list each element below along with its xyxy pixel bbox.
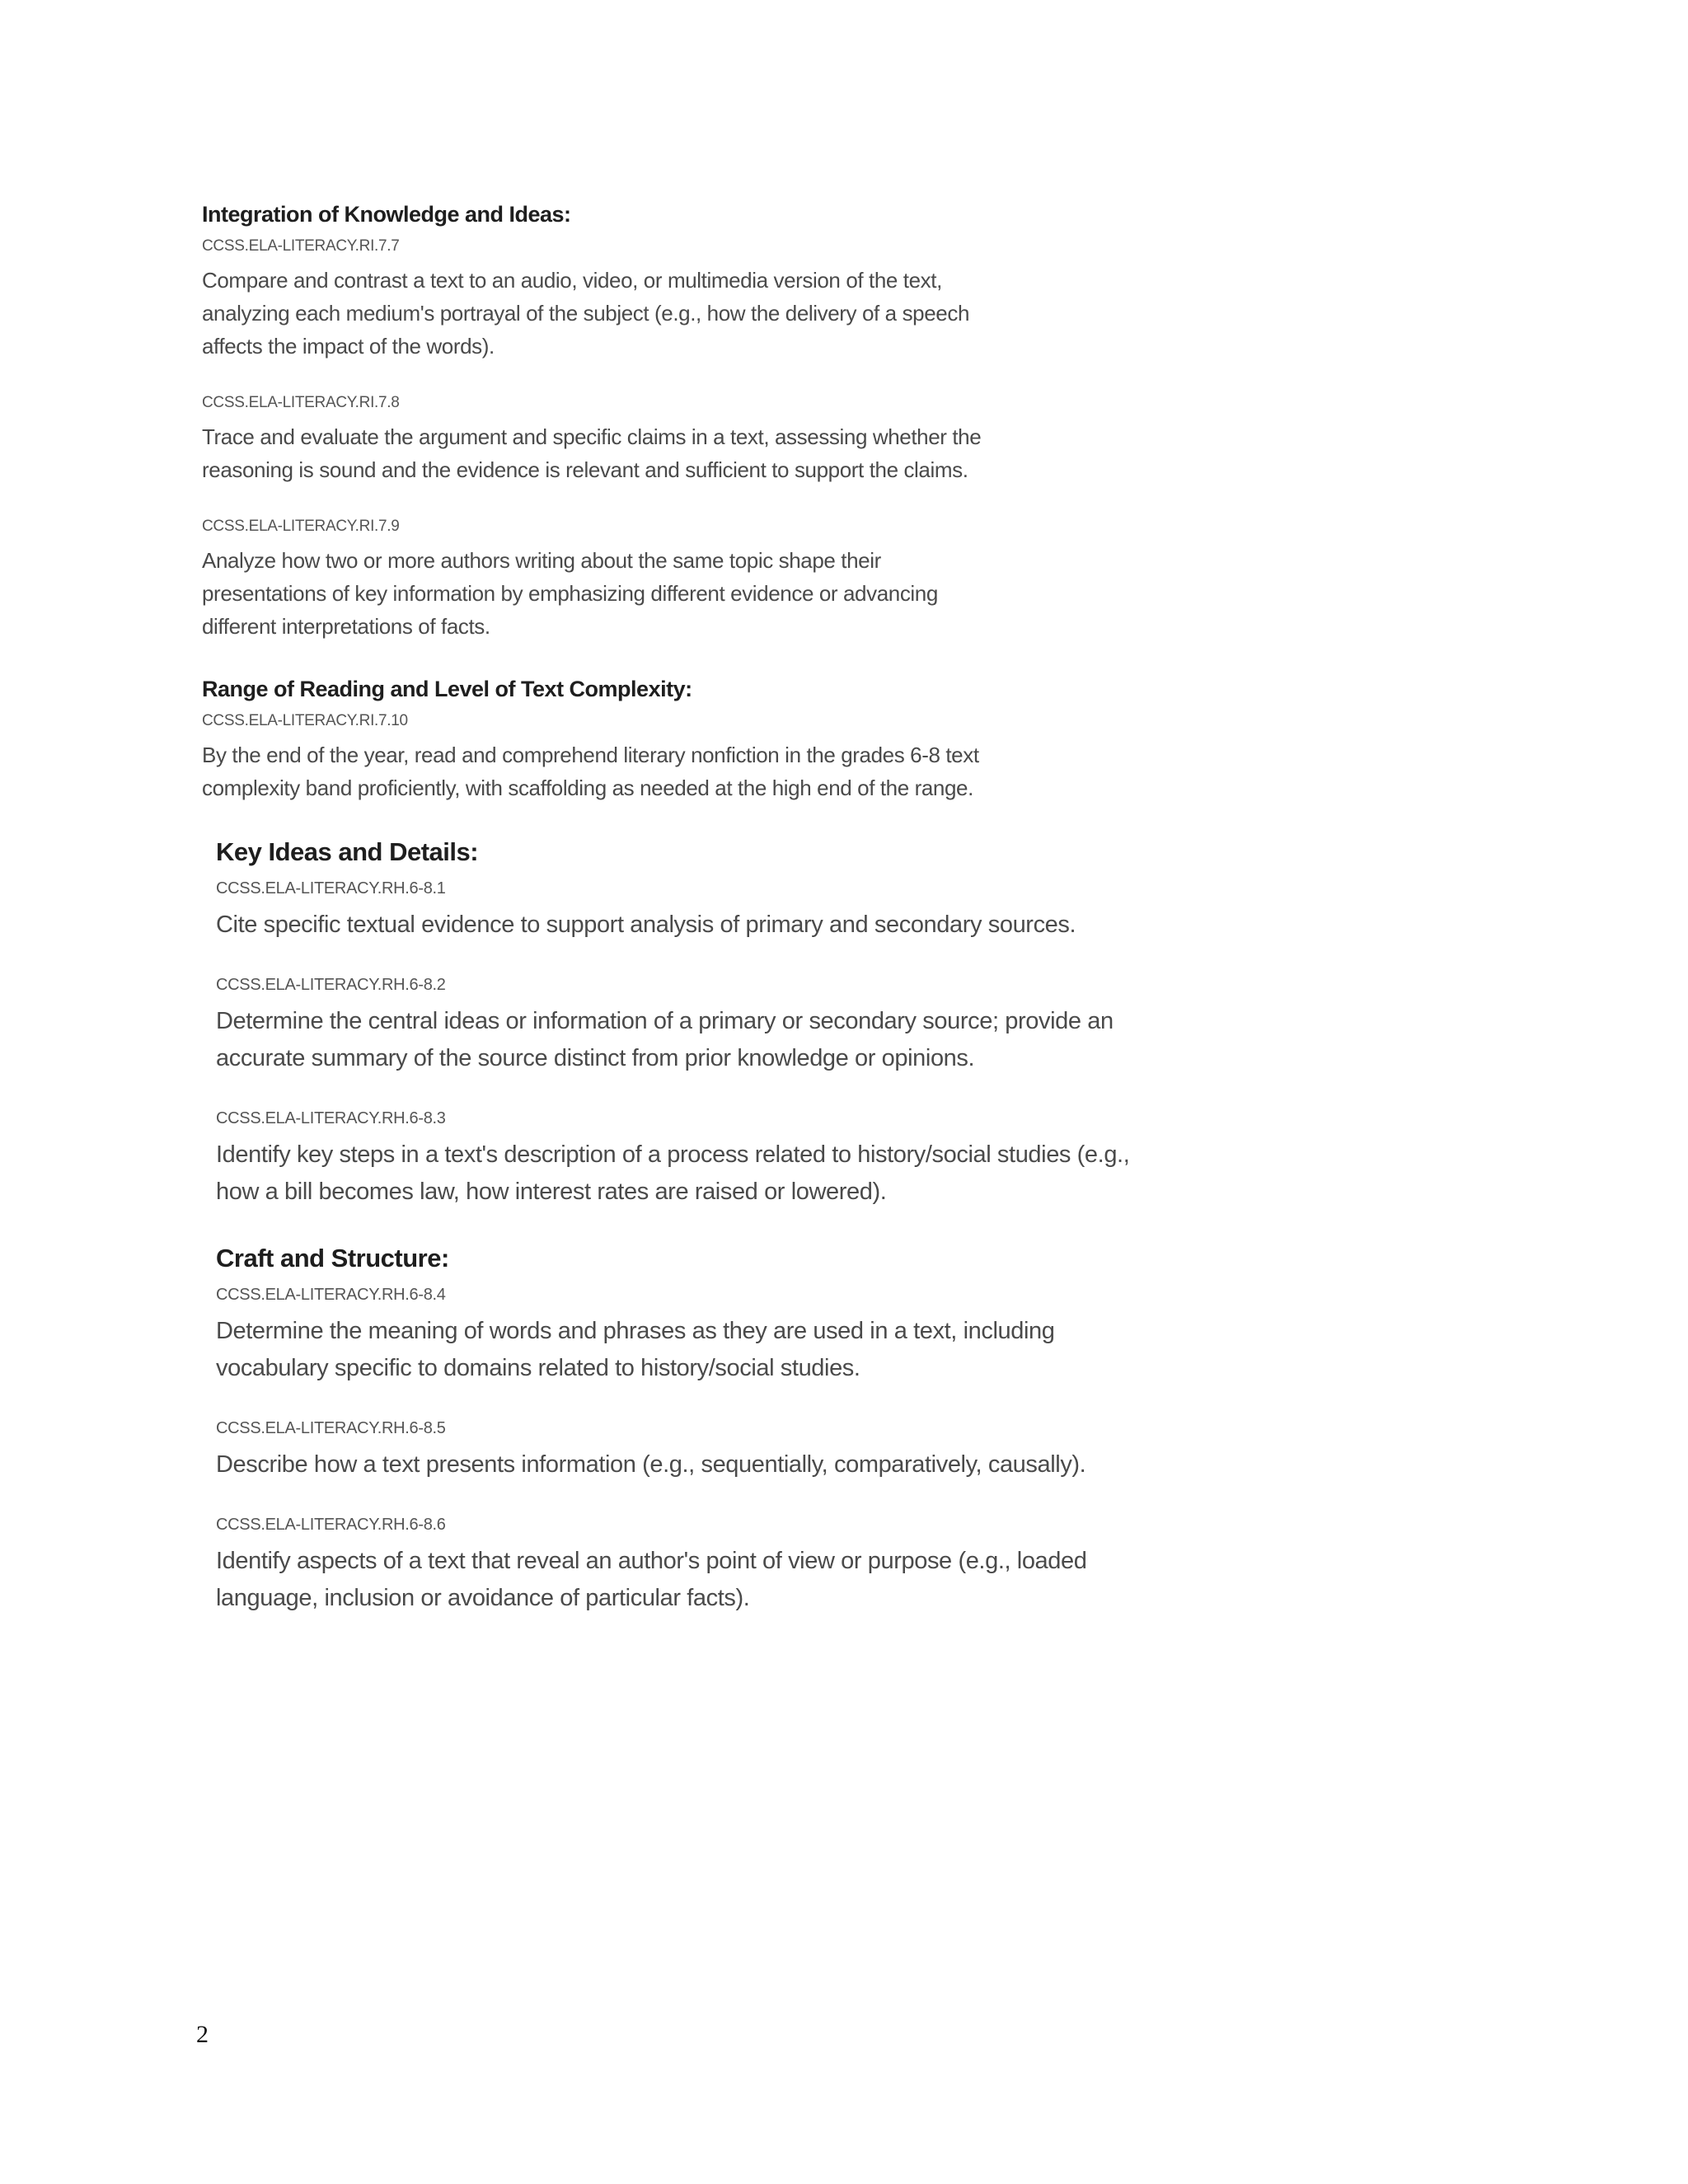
standard-item xyxy=(202,709,1076,804)
standard-description-line: Determine the meaning of words and phrases as they are used in a text, including xyxy=(216,1318,1055,1344)
standard-item xyxy=(216,972,1172,1077)
standard-code: CCSS.ELA-LITERACY.RI.7.9 xyxy=(202,518,400,535)
standard-description-line: accurate summary of the source distinct from prior knowledge or opinions. xyxy=(216,1045,975,1071)
standard-item xyxy=(216,1415,1172,1483)
standard-description-line: Cite specific textual evidence to support analysis of primary and secondary sources. xyxy=(216,912,1076,938)
standard-description-line: Analyze how two or more authors writing about the same topic shape their xyxy=(202,548,881,573)
section-heading: Craft and Structure: xyxy=(216,1244,449,1272)
standard-code: CCSS.ELA-LITERACY.RI.7.7 xyxy=(202,237,400,255)
standard-description-line: vocabulary specific to domains related to history/social studies. xyxy=(216,1355,860,1381)
standard-description-line: Compare and contrast a text to an audio, video, or multimedia version of the text, xyxy=(202,268,942,293)
standard-code: CCSS.ELA-LITERACY.RH.6-8.3 xyxy=(216,1109,446,1127)
standard-description-line: affects the impact of the words). xyxy=(202,334,495,359)
standard-code: CCSS.ELA-LITERACY.RH.6-8.1 xyxy=(216,879,446,898)
standard-code: CCSS.ELA-LITERACY.RH.6-8.6 xyxy=(216,1516,446,1534)
standard-description-line: reasoning is sound and the evidence is relevant and sufficient to support the claims. xyxy=(202,457,968,482)
standard-code: CCSS.ELA-LITERACY.RI.7.8 xyxy=(202,394,400,411)
standard-description-line: how a bill becomes law, how interest rates are raised or lowered). xyxy=(216,1179,887,1205)
standards-section xyxy=(216,832,1172,1211)
standard-item xyxy=(202,514,1076,643)
standard-description-line: Describe how a text presents information (e.g., sequentially, comparatively, causally). xyxy=(216,1451,1086,1478)
standards-block-rh xyxy=(216,832,1172,1645)
standard-code: CCSS.ELA-LITERACY.RH.6-8.2 xyxy=(216,976,446,994)
page-number: 2 xyxy=(196,2021,209,2048)
standard-description-line: complexity band proficiently, with scaffolding as needed at the high end of the range. xyxy=(202,776,973,800)
standard-description-line: Identify aspects of a text that reveal an author's point of view or purpose (e.g., loaded xyxy=(216,1548,1087,1574)
standards-section xyxy=(202,196,1076,643)
standards-block-ri xyxy=(202,196,1076,832)
standard-description-line: presentations of key information by emphasizing different evidence or advancing xyxy=(202,581,938,606)
standard-description-line: Determine the central ideas or information of a primary or secondary source; provide an xyxy=(216,1008,1114,1034)
standard-description-line: different interpretations of facts. xyxy=(202,614,490,639)
section-heading: Range of Reading and Level of Text Complexity: xyxy=(202,677,692,701)
standard-code: CCSS.ELA-LITERACY.RI.7.10 xyxy=(202,712,408,729)
standard-description-line: analyzing each medium's portrayal of the subject (e.g., how the delivery of a speech xyxy=(202,301,970,326)
standard-code: CCSS.ELA-LITERACY.RH.6-8.4 xyxy=(216,1286,446,1304)
standard-description-line: Trace and evaluate the argument and specific claims in a text, assessing whether the xyxy=(202,424,982,449)
standards-section xyxy=(216,1239,1172,1617)
standard-item xyxy=(216,1511,1172,1617)
standard-item xyxy=(216,1105,1172,1211)
section-heading: Integration of Knowledge and Ideas: xyxy=(202,202,571,227)
standard-description-line: Identify key steps in a text's description of a process related to history/social studies (e.g., xyxy=(216,1141,1130,1168)
standard-description-line: By the end of the year, read and comprehend literary nonfiction in the grades 6-8 text xyxy=(202,743,979,767)
standard-item xyxy=(202,391,1076,486)
section-heading: Key Ideas and Details: xyxy=(216,837,479,866)
standard-item xyxy=(202,234,1076,363)
standard-code: CCSS.ELA-LITERACY.RH.6-8.5 xyxy=(216,1419,446,1437)
standard-description-line: language, inclusion or avoidance of particular facts). xyxy=(216,1585,750,1611)
standard-item xyxy=(216,1282,1172,1387)
standards-section xyxy=(202,671,1076,804)
standard-item xyxy=(216,875,1172,944)
